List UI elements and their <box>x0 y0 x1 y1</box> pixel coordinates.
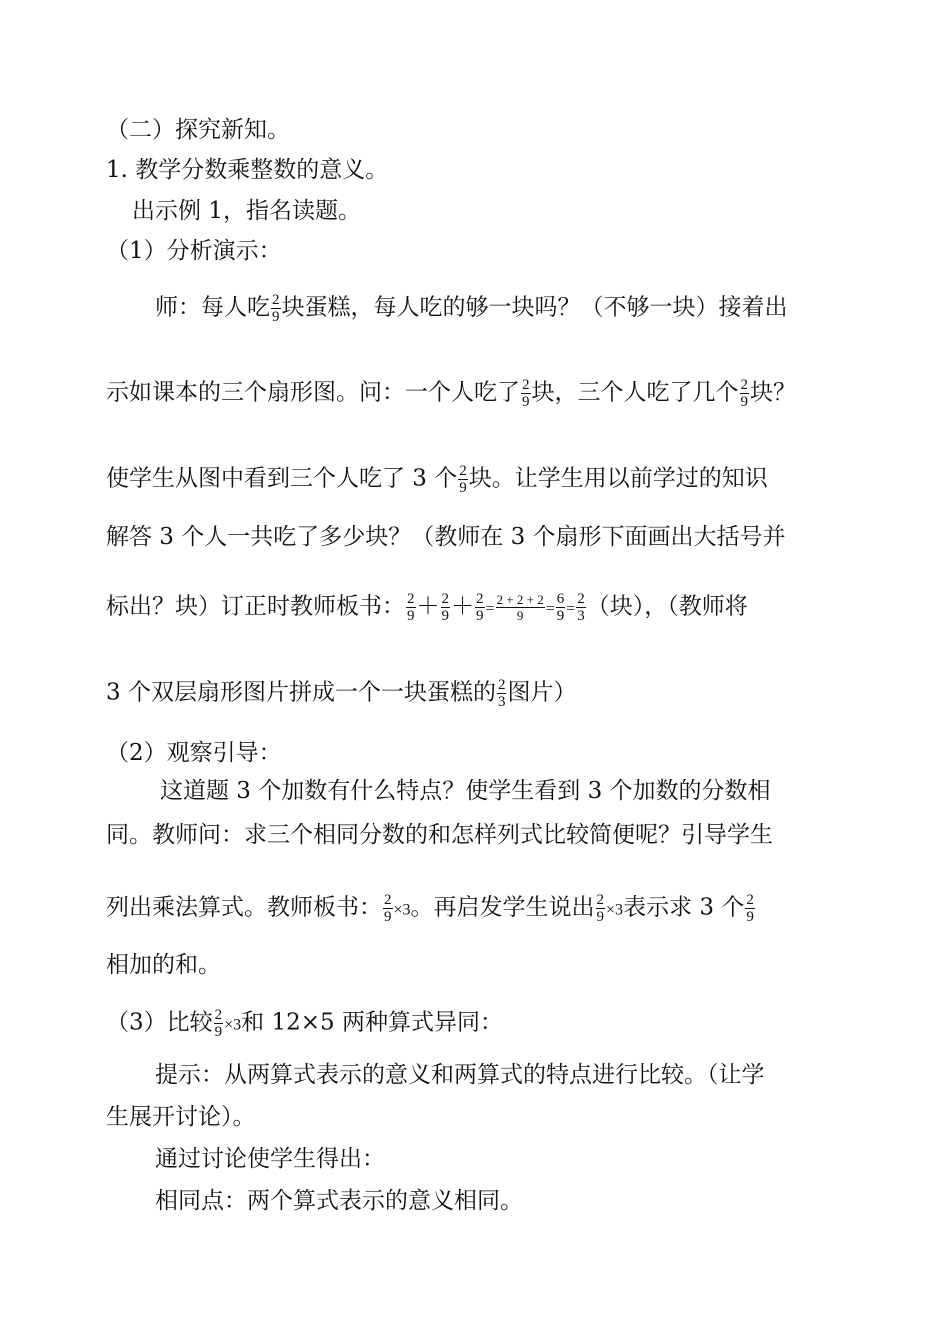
fraction-denominator: 9 <box>516 608 524 623</box>
fraction <box>383 892 393 925</box>
fraction-denominator: 9 <box>522 394 530 410</box>
text-run: 3 个双层扇形图片拼成一个一块蛋糕的 <box>106 679 496 706</box>
fraction <box>475 591 485 624</box>
paragraph-line <box>106 892 756 926</box>
fraction-denominator: 9 <box>746 909 754 925</box>
equals-sign: = <box>485 600 495 618</box>
section-heading: （二）探究新知。 <box>106 117 290 143</box>
fraction <box>745 892 755 925</box>
fraction <box>497 677 507 710</box>
fraction-denominator: 9 <box>556 608 565 624</box>
fraction-numerator: 2 + 2 + 2 <box>496 592 544 607</box>
text-run: 表示求 3 个 <box>623 894 745 921</box>
fraction-numerator: 2 <box>272 292 280 308</box>
fraction <box>406 591 416 624</box>
fraction <box>740 377 750 410</box>
paragraph-line: 相同点：两个算式表示的意义相同。 <box>155 1188 523 1214</box>
fraction-denominator: 9 <box>740 394 748 410</box>
fraction-numerator: 2 <box>407 591 415 607</box>
fraction-denominator: 9 <box>596 909 605 925</box>
text-run: 块蛋糕，每人吃的够一块吗？（不够一块）接着出 <box>281 294 788 321</box>
text-run: 使学生从图中看到三个人吃了 3 个 <box>106 465 458 492</box>
text-run: 标出？块）订正时教师板书： <box>106 593 405 620</box>
fraction-numerator: 2 <box>214 1007 223 1023</box>
paragraph-line: 通过讨论使学生得出： <box>155 1146 385 1172</box>
fraction-numerator: 2 <box>596 892 605 908</box>
paragraph-line-equation <box>106 591 748 625</box>
times-three: ×3 <box>393 901 411 919</box>
fraction-numerator: 2 <box>459 463 467 479</box>
equals-sign: = <box>566 600 576 618</box>
paragraph-line: 相加的和。 <box>106 952 221 978</box>
equals-sign: = <box>545 600 555 618</box>
plus-sign: ＋ <box>416 593 440 620</box>
fraction-numerator: 6 <box>556 591 565 607</box>
paragraph-line: 同。教师问：求三个相同分数的和怎样列式比较简便呢？引导学生 <box>106 822 773 848</box>
fraction <box>271 292 281 325</box>
fraction <box>214 1007 224 1040</box>
topic-heading: 1. 教学分数乘整数的意义。 <box>106 157 389 183</box>
text-run: 示如课本的三个扇形图。问：一个人吃了 <box>106 379 520 406</box>
paragraph-line: 解答 3 个人一共吃了多少块？（教师在 3 个扇形下面画出大括号并 <box>106 524 786 550</box>
text-run: 块？ <box>750 379 796 406</box>
fraction-denominator: 9 <box>272 309 280 325</box>
fraction-denominator: 3 <box>577 608 585 624</box>
fraction-denominator: 9 <box>384 909 392 925</box>
text-run: （块），（教师将 <box>586 593 748 620</box>
fraction <box>441 591 451 624</box>
text-run: （3）比较 <box>106 1009 213 1036</box>
paragraph-line <box>106 463 768 496</box>
text-run: 。再启发学生说出 <box>410 894 595 921</box>
times-three: ×3 <box>606 901 624 919</box>
plus-sign: ＋ <box>451 593 474 620</box>
fraction-numerator: 2 <box>384 892 392 908</box>
fraction <box>458 463 468 496</box>
times-three: ×3 <box>224 1016 242 1034</box>
fraction-denominator: 9 <box>214 1024 223 1040</box>
fraction-sum <box>496 592 545 623</box>
paragraph-line: 生展开讨论）。 <box>106 1104 256 1130</box>
text-run: 列出乘法算式。教师板书： <box>106 894 382 921</box>
paragraph-line <box>106 377 796 410</box>
fraction-denominator: 9 <box>441 608 449 624</box>
fraction <box>576 591 586 624</box>
subheading-observe: （2）观察引导： <box>106 740 282 766</box>
fraction <box>596 892 606 925</box>
fraction-numerator: 2 <box>497 677 506 693</box>
paragraph-line: 这道题 3 个加数有什么特点？使学生看到 3 个加数的分数相 <box>160 778 771 804</box>
text-run: 块，三个人吃了几个 <box>531 379 739 406</box>
fraction <box>556 591 566 624</box>
fraction-numerator: 2 <box>476 591 484 607</box>
text-run: 和 12×5 两种算式异同： <box>241 1009 503 1036</box>
text-run: 师：每人吃 <box>155 294 270 321</box>
fraction <box>521 377 531 410</box>
subheading-compare <box>106 1007 503 1041</box>
text-run: 块。让学生用以前学过的知识 <box>468 465 768 492</box>
paragraph-line: 出示例 1，指名读题。 <box>132 198 361 224</box>
paragraph-line <box>106 677 576 710</box>
fraction-denominator: 3 <box>497 694 506 710</box>
fraction-numerator: 2 <box>577 591 585 607</box>
fraction-numerator: 2 <box>522 377 530 393</box>
fraction-numerator: 2 <box>441 591 449 607</box>
paragraph-line <box>155 292 788 325</box>
paragraph-line: 提示：从两算式表示的意义和两算式的特点进行比较。（让学 <box>155 1062 765 1088</box>
fraction-denominator: 9 <box>476 608 484 624</box>
fraction-denominator: 9 <box>407 608 415 624</box>
fraction-numerator: 2 <box>746 892 754 908</box>
fraction-numerator: 2 <box>740 377 748 393</box>
subheading-analysis: （1）分析演示： <box>106 238 282 264</box>
text-run: 图片） <box>507 679 577 706</box>
fraction-denominator: 9 <box>459 480 467 496</box>
